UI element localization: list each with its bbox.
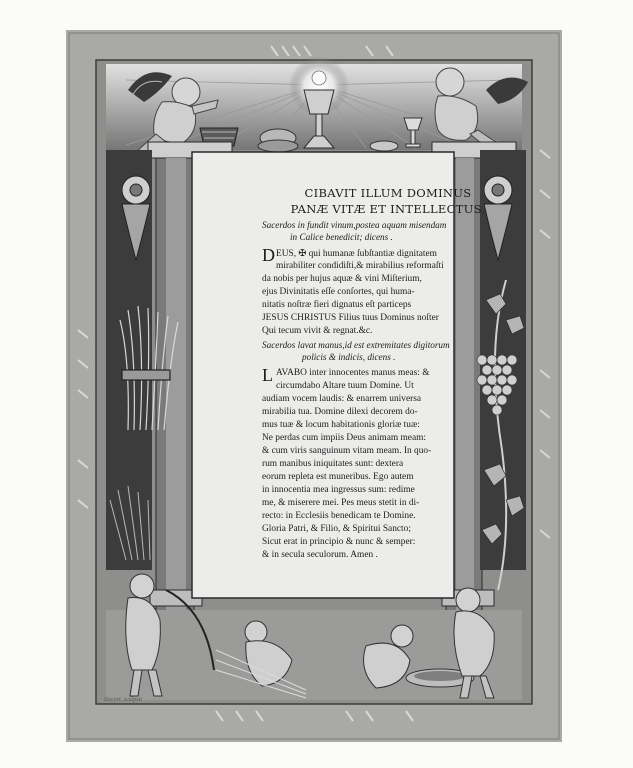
prayer-line: eorum repleta est muneribus. Ego autem	[262, 472, 414, 482]
tablet-subtitle: PANÆ VITÆ ET INTELLECTUS.	[290, 202, 486, 216]
prayer-line: JESUS CHRISTUS Filius tuus Dominus noſter	[262, 313, 439, 323]
prayer-line: rum manibus iniquitates sunt: dextera	[262, 459, 404, 469]
prayer-line: da nobis per hujus aquæ & vini Miſterium,	[262, 274, 422, 284]
prayer-line: mus tuæ & locum habitationis gloriæ tuæ:	[262, 420, 420, 430]
prayer-line: audiam vocem laudis: & enarrem universa	[262, 394, 422, 404]
prayer-line: nitatis noſtræ fieri dignatus eſt particeps	[262, 300, 412, 310]
engraver-signature: Decort. sculpsit	[104, 697, 142, 703]
engraving-print	[66, 30, 562, 742]
tablet-title: CIBAVIT ILLUM DOMINUS	[304, 186, 472, 200]
prayer-line: Sicut erat in principio & nunc & semper:	[262, 537, 416, 547]
rubric-line: Sacerdos in fundit vinum,postea aquam misendam	[262, 220, 447, 230]
prayer-line: mirabiliter condidiſti,& mirabilius reformaſti	[276, 261, 444, 271]
prayer-line: Ne perdas cum impiis Deus animam meam:	[262, 433, 427, 443]
prayer-line: ejus Divinitatis eſſe conſortes, qui huma-	[262, 287, 415, 297]
prayer-line: circumdabo Altare tuum Domine. Ut	[276, 381, 414, 391]
rubric-line: policis & indicis, dicens .	[302, 352, 396, 362]
prayer-line: Qui tecum vivit & regnat.&c.	[262, 326, 373, 336]
inscription-text	[262, 186, 514, 622]
cruet-bowl	[370, 141, 398, 151]
drop-cap: L	[262, 365, 273, 385]
drop-cap: D	[262, 245, 275, 265]
prayer-line: mirabilia tua. Domine dilexi decorem do-	[262, 407, 418, 417]
rubric-line: in Calice benedicit; dicens .	[290, 232, 393, 242]
prayer-line: & in secula seculorum. Amen .	[262, 550, 378, 560]
prayer-line: me, & miserere mei. Pes meus stetit in di-	[262, 498, 420, 508]
prayer-line: & cum viris sanguinum vitam meam. In quo-	[262, 446, 432, 456]
prayer-line: AVABO inter innocentes manus meas: &	[276, 368, 430, 378]
prayer-line: EUS, ✠ qui humanæ ſubſtantiæ dignitatem	[276, 249, 437, 259]
rubric-line: Sacerdos lavat manus,id est extremitates digitorum	[262, 340, 450, 350]
bread-loaves	[258, 129, 298, 152]
prayer-line: Gloria Patri, & Filio, & Spiritui Sancto;	[262, 524, 411, 534]
prayer-line: in innocentia mea ingressus sum: redime	[262, 485, 415, 495]
prayer-line: recto: in Ecclesiis benedicam te Domine.	[262, 511, 416, 521]
host-icon	[312, 71, 326, 85]
